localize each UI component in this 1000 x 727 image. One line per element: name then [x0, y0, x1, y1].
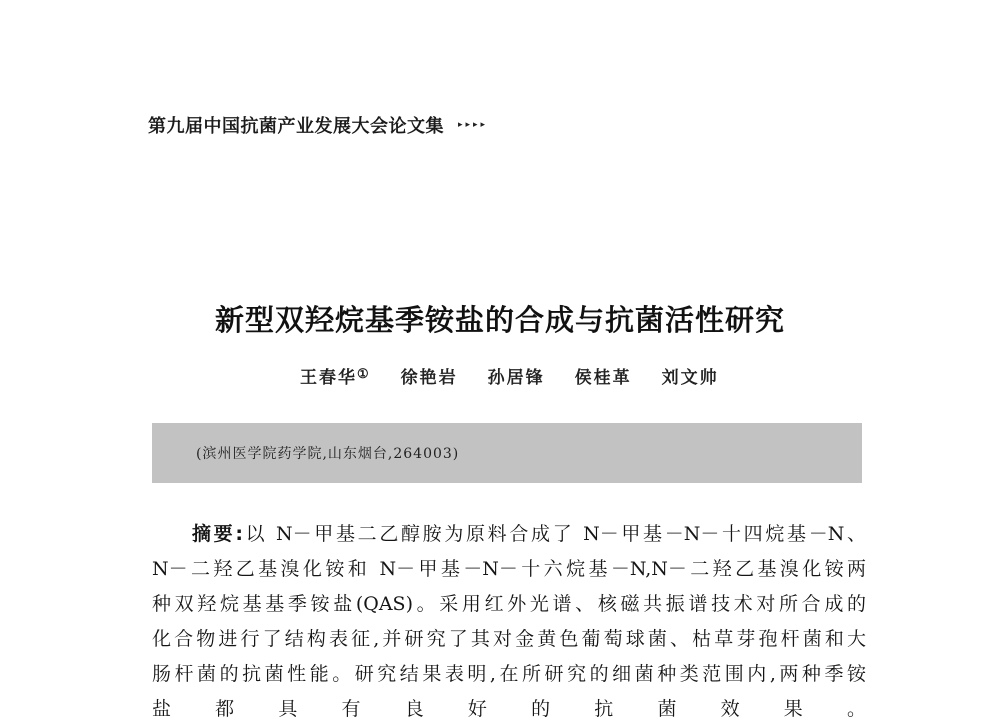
- abstract-label: 摘要:: [192, 523, 243, 545]
- author-2-name: 徐艳岩: [400, 368, 458, 388]
- abstract-line-1: [152, 517, 866, 552]
- author-3-name: 孙居锋: [487, 368, 545, 388]
- abstract-line-5: 肠杆菌的抗菌性能。研究结果表明,在所研究的细菌种类范围内,两种季铵: [152, 663, 866, 685]
- author-2: [401, 363, 458, 388]
- author-4-name: 侯桂革: [574, 368, 632, 388]
- author-1-footnote-mark: ①: [357, 367, 371, 382]
- author-3: [488, 363, 545, 388]
- running-header-arrows: ▸▸▸▸: [458, 120, 489, 130]
- abstract-line-6: 盐都具有良好的抗菌效果。: [152, 698, 866, 720]
- author-4: [575, 363, 632, 388]
- author-1: [300, 363, 371, 388]
- abstract-line-4: 化合物进行了结构表征,并研究了其对金黄色葡萄球菌、枯草芽孢杆菌和大: [152, 628, 866, 650]
- paper-title: 新型双羟烷基季铵盐的合成与抗菌活性研究: [214, 303, 785, 337]
- author-5: [662, 363, 719, 388]
- running-header-title: 第九届中国抗菌产业发展大会论文集: [148, 116, 444, 137]
- author-5-name: 刘文帅: [661, 368, 719, 388]
- affiliation: (滨州医学院药学院,山东烟台,264003): [196, 446, 460, 462]
- author-1-name: 王春华: [300, 368, 357, 388]
- abstract-line-1-text: 以 N－甲基二乙醇胺为原料合成了 N－甲基－N－十四烷基－N、: [242, 523, 866, 545]
- abstract: [152, 517, 866, 727]
- author-list: [300, 363, 749, 388]
- running-header: [148, 112, 488, 138]
- abstract-line-2: N－二羟乙基溴化铵和 N－甲基－N－十六烷基－N,N－二羟乙基溴化铵两: [152, 558, 866, 580]
- abstract-line-3: 种双羟烷基基季铵盐(QAS)。采用红外光谱、核磁共振谱技术对所合成的: [152, 593, 866, 615]
